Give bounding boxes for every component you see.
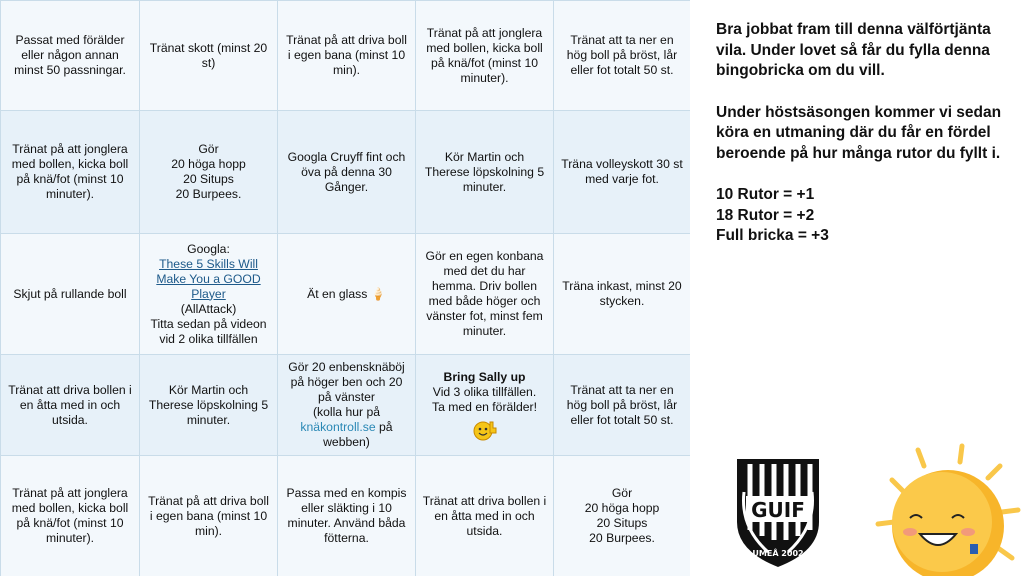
cell-text: Passa med en kompis eller släkting i 10 minuter. Använd båda fötterna. [286, 486, 407, 545]
bingo-cell[interactable] [277, 455, 415, 576]
bingo-cell[interactable] [277, 0, 415, 110]
cell-text: 20 Situps [183, 172, 234, 186]
cell-link-row [300, 420, 392, 435]
logo-text: GUIF [751, 498, 805, 522]
cell-text: Gör [198, 142, 219, 156]
score-item: 18 Rutor = +2 [716, 206, 815, 224]
bingo-cell[interactable] [139, 455, 277, 576]
bingo-cell[interactable] [0, 455, 139, 576]
video-link[interactable]: These 5 Skills Will Make You a GOOD Player [156, 256, 261, 301]
cell-text: Tränat på att driva boll i egen bana (minst 10 min). [286, 33, 407, 77]
challenge-text: Under höstsäsongen kommer vi sedan köra en utmaning där du får en fördel beroende på hur många rutor du fyllt i. [716, 103, 1002, 162]
cell-text: 20 Burpees. [175, 187, 242, 201]
cell-text: på [375, 420, 393, 434]
bingo-cell[interactable] [0, 0, 139, 110]
bingo-cell[interactable] [0, 354, 139, 455]
cell-text: (kolla hur på [312, 405, 381, 419]
cell-text: Skjut på rullande boll [13, 286, 127, 301]
intro-text: Bra jobbat fram till denna välförtjänta vila. Under lovet så får du fylla denna bingobricka om du vill. [716, 21, 991, 79]
cell-text: Kör Martin och Therese löpskolning 5 minuter. [424, 149, 545, 194]
cell-text: Ät en glass 🍦 [307, 286, 386, 301]
score-list [716, 185, 1016, 247]
info-panel [716, 20, 1016, 247]
bingo-cell[interactable] [553, 233, 690, 354]
bingo-cell[interactable] [139, 233, 277, 354]
sun-illustration [872, 440, 1024, 576]
cell-text: Tränat på att jonglera med bollen, kicka boll på knä/fot (minst 10 minuter). [426, 25, 543, 85]
score-item: 10 Rutor = +1 [716, 186, 815, 203]
cell-text: Vid 3 olika tillfällen. [432, 384, 537, 399]
website-link[interactable]: knäkontroll.se [300, 420, 376, 434]
cell-text: Tränat på att jonglera med bollen, kicka boll på knä/fot (minst 10 minuter). [11, 486, 129, 545]
cell-text: 20 höga hopp [584, 501, 660, 515]
bingo-cell[interactable] [415, 354, 553, 455]
cell-text: Träna volleyskott 30 st med varje fot. [561, 157, 683, 186]
thumbs-up-smiley-icon [473, 419, 497, 441]
logo-subtext: UMEÅ 2002 [752, 549, 804, 558]
bingo-cell[interactable] [415, 0, 553, 110]
bingo-cell[interactable] [415, 233, 553, 354]
bingo-cell[interactable] [415, 455, 553, 576]
cell-text: Titta sedan på videon vid 2 olika tillfällen [150, 316, 267, 346]
cell-text: Tränat att driva bollen i en åtta med in och utsida. [8, 382, 132, 427]
cell-text: Träna inkast, minst 20 stycken. [562, 279, 682, 308]
cell-text: 20 höga hopp [171, 157, 246, 171]
cell-text: Tränat skott (minst 20 st) [149, 40, 268, 70]
cell-text: 20 Situps [596, 516, 648, 530]
bingo-cell[interactable] [277, 354, 415, 455]
score-item: Full bricka = +3 [716, 227, 829, 244]
guif-logo [728, 452, 828, 572]
cell-text: Googla: [187, 241, 230, 256]
cell-text: Tränat på att driva boll i egen bana (minst 10 min). [148, 493, 269, 538]
bingo-cell[interactable] [139, 0, 277, 110]
cell-text: Gör [611, 486, 633, 500]
cell-text: 20 Burpees. [589, 531, 655, 545]
cell-text: (AllAttack) [180, 301, 237, 316]
bingo-cell[interactable] [415, 110, 553, 233]
cell-text: Passat med förälder eller någon annan minst 50 passningar. [14, 33, 126, 77]
bingo-cell[interactable] [277, 233, 415, 354]
cell-text: Tränat att ta ner en hög boll på bröst, lår eller fot totalt 50 st. [566, 382, 678, 427]
cell-text: Tränat på att jonglera med bollen, kicka boll på knä/fot (minst 10 minuter). [11, 142, 129, 201]
cell-text: Ta med en förälder! [431, 399, 537, 414]
cell-text: webben) [323, 435, 370, 449]
bingo-cell[interactable] [139, 110, 277, 233]
cell-text: Googla Cruyff fint och öva på denna 30 Gånger. [287, 149, 406, 194]
cell-text: Tränat att ta ner en hög boll på bröst, lår eller fot totalt 50 st. [566, 33, 678, 77]
bingo-cell[interactable] [553, 110, 690, 233]
bingo-cell[interactable] [0, 110, 139, 233]
cell-text: Gör 20 enbensknäböj på höger ben och 20 på vänster [288, 360, 405, 404]
bingo-cell[interactable] [0, 233, 139, 354]
bingo-cell[interactable] [277, 110, 415, 233]
cell-text: Gör en egen konbana med det du har hemma. Driv bollen med både höger och vänster fot, minst fem minuter. [425, 249, 544, 338]
cell-text: Kör Martin och Therese löpskolning 5 minuter. [148, 382, 269, 427]
cell-title: Bring Sally up [443, 369, 526, 384]
bingo-cell[interactable] [553, 455, 690, 576]
bingo-cell[interactable] [553, 354, 690, 455]
bingo-cell[interactable] [553, 0, 690, 110]
bingo-cell[interactable] [139, 354, 277, 455]
cell-text: Tränat att driva bollen i en åtta med in och utsida. [422, 493, 547, 538]
